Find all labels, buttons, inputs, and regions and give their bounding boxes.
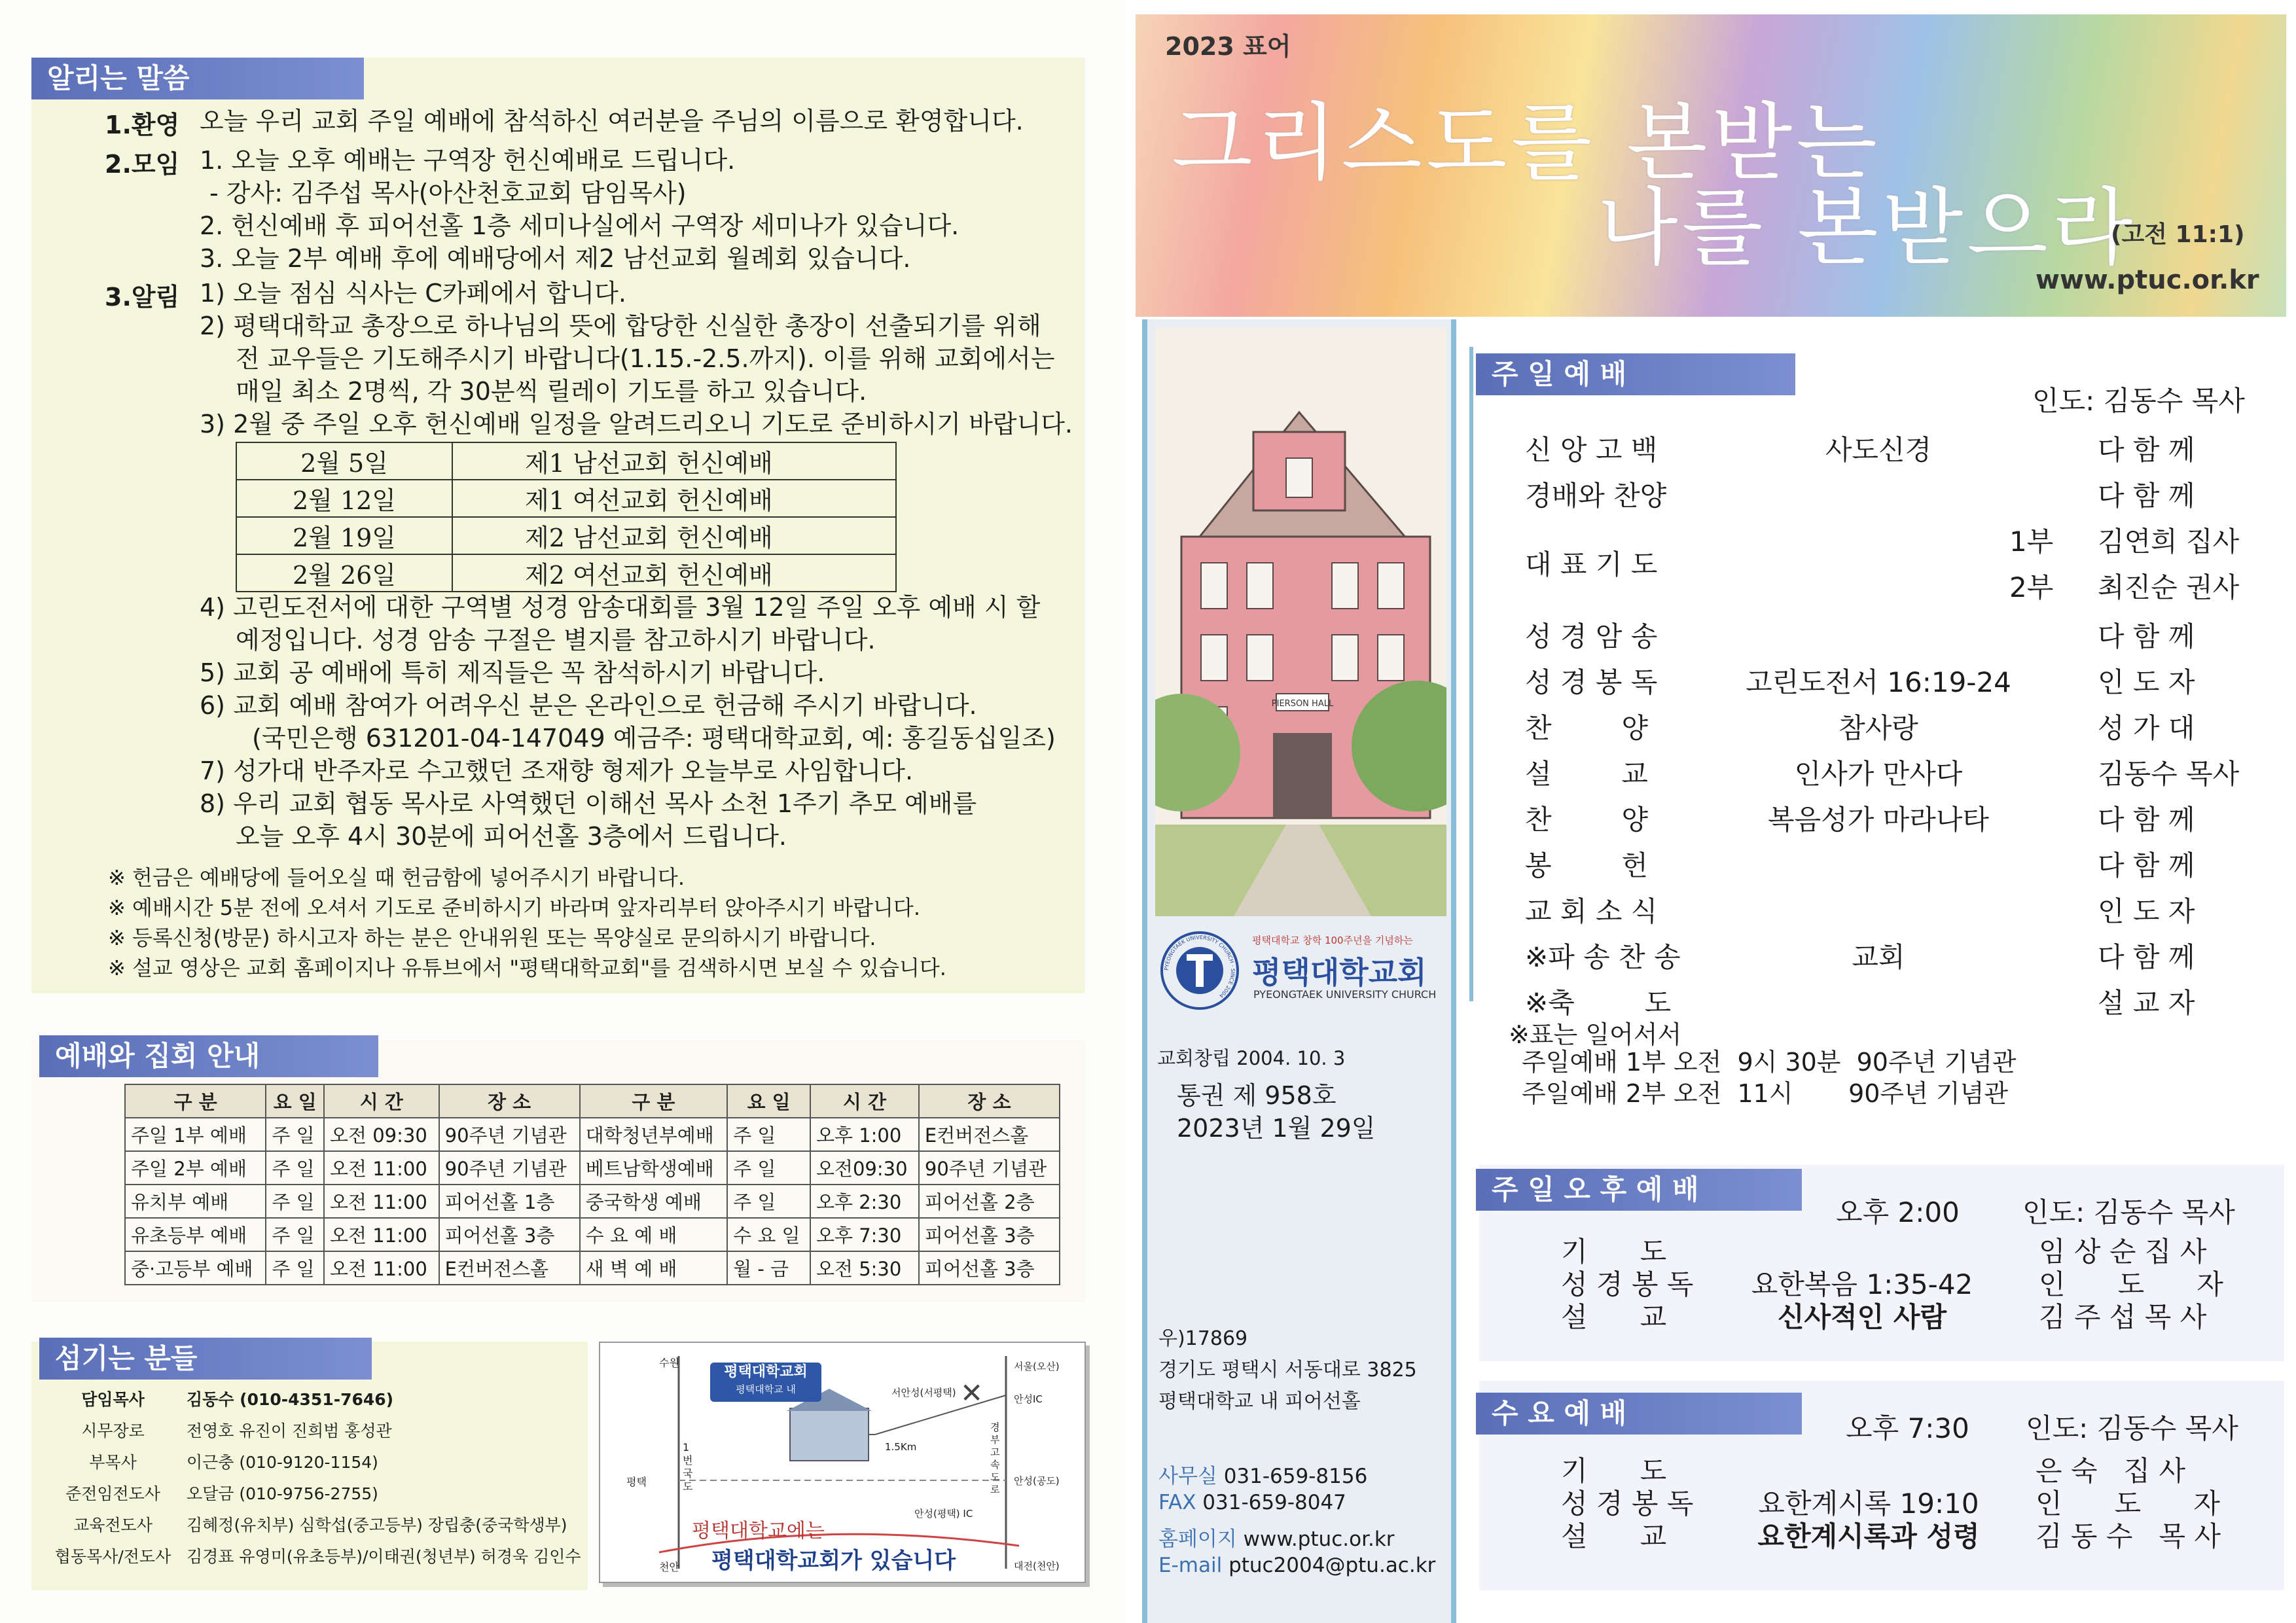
staff-row [39,1541,583,1573]
feb-event: 제1 여선교회 헌신예배 [452,480,896,517]
schedule-cell: 대학청년부예배 [580,1118,727,1151]
closed-x-icon: ✕ [960,1377,984,1409]
schedule-cell: 오전 11:00 [324,1151,439,1185]
gather-line: 3. 오늘 2부 예배 후에 예배당에서 제2 남선교회 월례회 있습니다. [200,244,911,273]
stand-note: ※표는 일어서서 [1509,1020,1682,1049]
afternoon-leader: 인도: 김동수 목사 [2022,1196,2235,1228]
col-header: 시 간 [324,1084,439,1118]
map-ic-label: 안성(평택) IC [914,1508,973,1520]
schedule-cell: 90주년 기념관 [439,1151,580,1185]
service-item-by: 다 함 께 [2098,480,2195,512]
staff-header: 섬기는 분들 [39,1338,372,1380]
staff-role: 담임목사 [81,1390,145,1409]
service-item-name: 성 경 암 송 [1525,620,1658,652]
office-phone: 031-659-8156 [1223,1465,1368,1488]
feb-date: 2월 19일 [236,517,452,554]
church-name: 평택대학교회 [1252,955,1427,990]
schedule-cell: 오후 1:00 [810,1118,919,1151]
service-item-name: 기 도 [1561,1236,1667,1268]
service-item-by: 김 주 섭 목 사 [2039,1301,2207,1333]
service-item-by: 은 숙 집 사 [2036,1455,2186,1487]
email-row [1158,1554,1435,1577]
announce-line: 3) 2월 중 주일 오후 헌신예배 일정을 알려드리오니 기도로 준비하시기 바랍니다. [200,410,1073,438]
staff-names: 오달금 (010-9756-2755) [187,1484,378,1503]
staff-names: 전영호 유진이 진희범 홍성관 [187,1421,392,1440]
schedule-cell: 오전 11:00 [324,1251,439,1285]
homepage-label: 홈페이지 [1158,1527,1237,1551]
service-item-by: 다 함 께 [2098,434,2195,466]
col-header: 구 분 [580,1084,727,1118]
table-row [125,1118,1060,1151]
schedule-cell: 피어선홀 2층 [919,1185,1060,1218]
schedule-cell: 주 일 [266,1185,324,1218]
announce-line: 전 교우들은 기도해주시기 바랍니다(1.15.-2.5.까지). 이를 위해 교회에서는 [236,344,1055,373]
map-label: 평택 [626,1476,647,1488]
map-route-label: 1 번 국 도 [683,1441,693,1493]
schedule-cell: E컨버전스홀 [439,1251,580,1285]
table-row [236,554,896,592]
fax-label: FAX [1158,1491,1196,1514]
service-item-by: 인 도 자 [2039,1268,2223,1300]
service-item-name: 신 앙 고 백 [1525,434,1658,466]
staff-role: 교육전도사 [73,1516,152,1535]
schedule-cell: 월 - 금 [727,1251,810,1285]
feb-event: 제1 남선교회 헌신예배 [452,442,896,480]
schedule-table [124,1084,1060,1285]
postal-code: 우)17869 [1158,1327,1248,1350]
afternoon-time: 오후 2:00 [1836,1196,1960,1228]
announce-line: 4) 고린도전서에 대한 구역별 성경 암송대회를 3월 12일 주일 오후 예배 시 할 [200,593,1041,622]
feb-event: 제2 남선교회 헌신예배 [452,517,896,554]
note-line: ※ 설교 영상은 교회 홈페이지나 유튜브에서 "평택대학교회"를 검색하시면 보실 수 있습니다. [108,955,946,980]
note-line: ※ 헌금은 예배당에 들어오실 때 헌금함에 넣어주시기 바랍니다. [108,865,685,890]
service-item-by: 김동수 목사 [2098,758,2240,790]
church-eng-name: PYEONGTAEK UNIVERSITY CHURCH [1253,988,1437,1001]
announce-line: 5) 교회 공 예배에 특히 제직들은 꼭 참석하시기 바랍니다. [200,658,825,687]
staff-row [39,1510,583,1541]
announce-label: 3.알림 [105,283,180,312]
staff-row [39,1447,583,1478]
bulletin-date: 2023년 1월 29일 [1177,1114,1376,1143]
announce-line: (국민은행 631201-04-147049 예금주: 평택대학교회, 예: 홍길동십일조) [252,724,1056,753]
directions-map [599,1342,1086,1583]
sunday-time-line: 주일예배 2부 오전 11시 90주년 기념관 [1522,1079,2009,1108]
motto-reference: (고전 11:1) [2111,221,2245,248]
issue-number: 통권 제 958호 [1177,1081,1336,1110]
table-header-row [125,1084,1060,1118]
schedule-cell: 유치부 예배 [125,1185,266,1218]
wednesday-leader: 인도: 김동수 목사 [2026,1412,2238,1444]
schedule-cell: 오전 11:00 [324,1185,439,1218]
motto-line2: 나를 본받으라 [1597,179,2137,277]
prayer-by: 최진순 권사 [2098,571,2240,603]
seal-ring-text: PYEONGTAEK UNIVERSITY CHURCH · SINCE 2004 [1163,934,1236,999]
map-badge [710,1363,821,1402]
schedule-cell: 중국학생 예배 [580,1185,727,1218]
announce-line: 2) 평택대학교 총장으로 하나님의 뜻에 합당한 신실한 총장이 선출되기를 위해 [200,312,1041,340]
feb-date: 2월 5일 [236,442,452,480]
notices-header: 알리는 말씀 [31,58,364,99]
schedule-cell: 중·고등부 예배 [125,1251,266,1285]
schedule-cell: 수 요 일 [727,1218,810,1251]
service-item-by: 인 도 자 [2036,1488,2220,1520]
schedule-cell: 새 벽 예 배 [580,1251,727,1285]
col-header: 요 일 [727,1084,810,1118]
table-row [236,442,896,480]
founded-date: 교회창립 2004. 10. 3 [1157,1047,1346,1069]
schedule-cell: 주 일 [266,1118,324,1151]
church-seal-icon [1154,928,1246,1013]
service-item-content: 요한계시록 19:10 [1758,1488,1979,1520]
gather-line: 2. 헌신예배 후 피어선홀 1층 세미나실에서 구역장 세미나가 있습니다. [200,211,960,240]
schedule-cell: 주 일 [727,1151,810,1185]
schedule-cell: 주일 2부 예배 [125,1151,266,1185]
strip-border-right [1451,319,1456,1623]
welcome-text: 오늘 우리 교회 주일 예배에 참석하신 여러분을 주님의 이름으로 환영합니다. [200,107,1024,135]
motto-line1: 그리스도를 본받는 [1172,94,1881,192]
homepage-link[interactable]: www.ptuc.or.kr [1243,1527,1395,1551]
feb-date: 2월 26일 [236,554,452,592]
schedule-cell: 오전 5:30 [810,1251,919,1285]
map-slogan: 평택대학교회가 있습니다 [711,1548,956,1574]
note-line: ※ 등록신청(방문) 하시고자 하는 분은 안내위원 또는 목양실로 문의하시기 바랍니다. [108,925,876,950]
map-badge-title: 평택대학교회 [724,1364,808,1380]
service-item-name: 교 회 소 식 [1525,895,1658,927]
service-item-by: 다 함 께 [2098,804,2195,836]
schedule-cell: 오전 11:00 [324,1218,439,1251]
service-item-content: 복음성가 마라나타 [1768,804,1989,836]
col-header: 요 일 [266,1084,324,1118]
service-item-by: 김 동 수 목 사 [2036,1520,2221,1552]
service-item-name: 설 교 [1561,1301,1667,1333]
service-item-content: 인사가 만사다 [1794,758,1963,790]
service-item-name: 찬 양 [1525,712,1648,744]
col-header: 구 분 [125,1084,266,1118]
staff-list [39,1384,583,1573]
motto-year-label: 2023 표어 [1165,32,1291,61]
service-item-name: 성 경 봉 독 [1561,1268,1694,1300]
prayer-part: 2부 [2009,571,2054,603]
service-item-name: 설 교 [1525,758,1648,790]
feb-schedule-table [236,442,897,592]
service-item-name: ※축 도 [1525,987,1672,1019]
prayer-part: 1부 [2009,526,2054,558]
service-item-content: 참사랑 [1839,712,1918,744]
table-row [125,1185,1060,1218]
afternoon-header: 주 일 오 후 예 배 [1476,1169,1802,1211]
announce-line: 매일 최소 2명씩, 각 30분씩 릴레이 기도를 하고 있습니다. [236,377,867,406]
address-line1: 경기도 평택시 서동대로 3825 [1158,1359,1417,1382]
schedule-cell: 주 일 [266,1251,324,1285]
schedule-header: 예배와 집회 안내 [39,1035,378,1077]
feb-event: 제2 여선교회 헌신예배 [452,554,896,592]
staff-role: 시무장로 [81,1421,145,1440]
map-label: 서울(오산) [1014,1361,1060,1372]
service-item-by: 설 교 자 [2098,987,2195,1019]
announce-line: 8) 우리 교회 협동 목사로 사역했던 이해선 목사 소천 1주기 추모 예배를 [200,789,977,818]
schedule-cell: 주 일 [727,1185,810,1218]
service-item-content: 교회 [1852,941,1905,973]
service-item-by: 인 도 자 [2098,666,2195,698]
schedule-cell: 베트남학생예배 [580,1151,727,1185]
service-item-name: 설 교 [1561,1520,1667,1552]
sunday-time-line: 주일예배 1부 오전 9시 30분 90주년 기념관 [1522,1048,2017,1077]
fax-number: 031-659-8047 [1202,1491,1346,1514]
map-distance: 1.5Km [885,1441,917,1453]
address-line2: 평택대학교 내 피어선홀 [1158,1390,1361,1413]
staff-names: 이근충 (010-9120-1154) [187,1453,378,1472]
col-header: 장 소 [439,1084,580,1118]
schedule-cell: 오후 7:30 [810,1218,919,1251]
prayer-by: 김연희 집사 [2098,526,2240,558]
col-header: 시 간 [810,1084,919,1118]
staff-names: 김동수 (010-4351-7646) [187,1390,394,1409]
table-row [236,480,896,517]
strip-border-left [1142,319,1147,1623]
schedule-cell: 유초등부 예배 [125,1218,266,1251]
map-label: 수원 [659,1357,679,1369]
wednesday-time: 오후 7:30 [1846,1412,1969,1444]
gather-line: 1. 오늘 오후 예배는 구역장 헌신예배로 드립니다. [200,146,736,175]
schedule-cell: 피어선홀 3층 [439,1218,580,1251]
service-item-by: 성 가 대 [2098,712,2195,744]
service-item-content: 신사적인 사람 [1777,1301,1947,1333]
table-row [125,1151,1060,1185]
email-link[interactable]: ptuc2004@ptu.ac.kr [1229,1554,1436,1577]
service-item-by: 인 도 자 [2098,895,2195,927]
feb-date: 2월 12일 [236,480,452,517]
staff-role: 부목사 [89,1453,137,1472]
table-row [125,1251,1060,1285]
fax-row [1158,1491,1346,1514]
map-label: 천안 [659,1561,679,1573]
staff-role: 협동목사/전도사 [54,1547,171,1566]
schedule-cell: 피어선홀 3층 [919,1251,1060,1285]
service-item-content: 고린도전서 16:19-24 [1746,666,2011,698]
map-label: 대전(천안) [1014,1560,1060,1572]
map-label: 안성(공도) [1014,1475,1060,1487]
service-item-name: 봉 헌 [1525,849,1648,882]
gather-line: - 강사: 김주섭 목사(아산천호교회 담임목사) [209,179,687,207]
schedule-cell: 주일 1부 예배 [125,1118,266,1151]
service-item-name: 성 경 봉 독 [1561,1488,1694,1520]
announce-line: 오늘 오후 4시 30분에 피어선홀 3층에서 드립니다. [236,822,787,851]
office-phone-row [1158,1459,1367,1489]
gather-label: 2.모임 [105,150,180,179]
schedule-cell: 주 일 [266,1218,324,1251]
staff-row [39,1478,583,1510]
map-label: 안성IC [1014,1393,1043,1405]
welcome-label: 1.환영 [105,111,180,139]
note-line: ※ 예배시간 5분 전에 오셔서 기도로 준비하시기 바라며 앞자리부터 앉아주시기 바랍니다. [108,895,920,920]
schedule-cell: 주 일 [266,1151,324,1185]
service-item-by: 다 함 께 [2098,849,2195,882]
map-slogan: 평택대학교에는 [692,1520,825,1543]
building-sign-text: PIERSON HALL [1271,699,1334,709]
service-item-name: ※파 송 찬 송 [1525,941,1681,973]
service-item-name: 찬 양 [1525,804,1648,836]
church-building-illustration [1155,327,1446,916]
staff-role: 준전임전도사 [65,1484,160,1503]
map-station-label: 서안성(서평택) [891,1387,956,1399]
col-header: 장 소 [919,1084,1060,1118]
email-label: E-mail [1158,1554,1223,1577]
service-item-name: 경배와 찬양 [1525,480,1667,512]
banner-url[interactable]: www.ptuc.or.kr [2036,265,2259,295]
table-row [125,1218,1060,1251]
schedule-cell: 오후 2:30 [810,1185,919,1218]
schedule-cell: 오전09:30 [810,1151,919,1185]
wednesday-header: 수 요 예 배 [1476,1393,1802,1435]
schedule-cell: 수 요 예 배 [580,1218,727,1251]
office-label: 사무실 [1158,1465,1217,1488]
staff-row [39,1416,583,1447]
prayer-name: 대 표 기 도 [1525,548,1658,580]
announce-line: 6) 교회 예배 참여가 어려우신 분은 온라인으로 헌금해 주시기 바랍니다. [200,691,977,720]
sunday-leader: 인도: 김동수 목사 [2032,385,2245,417]
schedule-cell: 오전 09:30 [324,1118,439,1151]
sunday-header: 주 일 예 배 [1476,353,1795,395]
service-item-content: 사도신경 [1825,434,1932,466]
service-item-by: 다 함 께 [2098,941,2195,973]
service-item-content: 요한계시록과 성령 [1757,1520,1980,1552]
service-item-content: 요한복음 1:35-42 [1751,1268,1973,1300]
schedule-cell: 피어선홀 1층 [439,1185,580,1218]
map-highway-label: 경 부 고 속 도 로 [990,1421,1000,1495]
schedule-cell: 90주년 기념관 [439,1118,580,1151]
table-row [236,517,896,554]
service-item-name: 성 경 봉 독 [1525,666,1658,698]
schedule-cell: 90주년 기념관 [919,1151,1060,1185]
map-badge-sub: 평택대학교 내 [736,1383,796,1395]
church-logo [1154,928,1442,1013]
staff-row [39,1384,583,1416]
homepage-row [1158,1522,1395,1552]
church-tagline: 평택대학교 창학 100주년을 기념하는 [1252,935,1413,946]
service-item-name: 기 도 [1561,1455,1667,1487]
schedule-cell: E컨버전스홀 [919,1118,1060,1151]
service-item-by: 다 함 께 [2098,620,2195,652]
schedule-cell: 주 일 [727,1118,810,1151]
schedule-cell: 피어선홀 3층 [919,1218,1060,1251]
announce-line: 1) 오늘 점심 식사는 C카페에서 합니다. [200,279,626,308]
staff-names: 김경표 유영미(유초등부)/이태권(청년부) 허경욱 김인수 [187,1547,581,1566]
announce-line: 예정입니다. 성경 암송 구절은 별지를 참고하시기 바랍니다. [236,626,876,654]
service-item-by: 임 상 순 집 사 [2039,1236,2207,1268]
announce-line: 7) 성가대 반주자로 수고했던 조재향 형제가 오늘부로 사임합니다. [200,757,914,785]
staff-names: 김혜정(유치부) 심학섭(중고등부) 장립충(중국학생부) [187,1516,567,1535]
